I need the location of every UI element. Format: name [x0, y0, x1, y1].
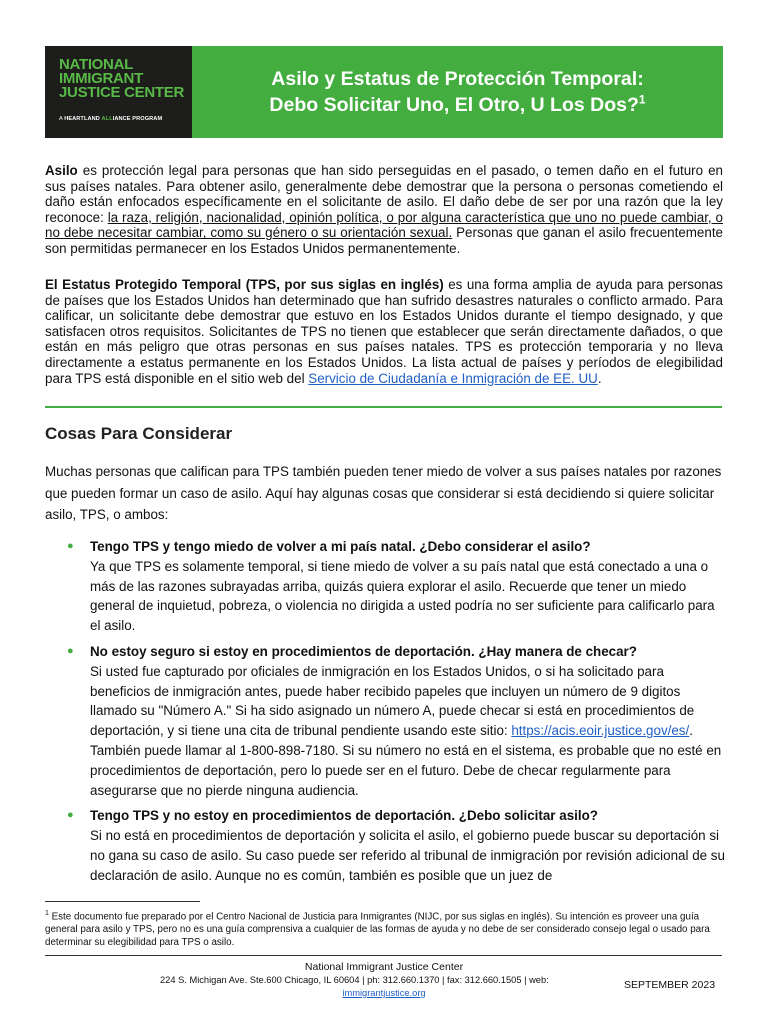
underlined-reasons: la raza, religión, nacionalidad, opinión política, o por alguna característica que uno no puede cambiar, o no debe necesitar cambiar, como su género o su orientación sexual.	[45, 209, 723, 241]
bullet-question: Tengo TPS y no estoy en procedimientos de deportación. ¿Debo solicitar asilo?	[90, 808, 598, 824]
section-title: Cosas Para Considerar	[45, 424, 233, 443]
document-header	[45, 46, 723, 138]
eoir-link[interactable]: https://acis.eoir.justice.gov/es/	[511, 723, 690, 739]
website-link[interactable]: immigrantjustice.org	[342, 988, 426, 998]
logo-line-1: NATIONAL	[59, 56, 133, 73]
title-banner	[192, 46, 723, 138]
logo-line-2: IMMIGRANT	[59, 70, 143, 87]
list-item	[45, 806, 725, 885]
bullet-question: No estoy seguro si estoy en procedimientos de deportación. ¿Hay manera de checar?	[90, 643, 637, 659]
logo-tagline: A HEARTLAND ALLIANCE PROGRAM	[59, 116, 163, 122]
nijc-logo	[45, 46, 192, 138]
footer-address: 224 S. Michigan Ave. Ste.600 Chicago, IL 60604 | ph: 312.660.1370 | fax: 312.660.1505 | web:	[160, 975, 549, 985]
considerations-list	[45, 537, 725, 892]
bullet-answer: Ya que TPS es solamente temporal, si tiene miedo de volver a su país natal que está conectado a una o más de las razones subrayadas arriba, quizás quiera explorar el asilo. Recuerde que tener un miedo general de inquietud, pobreza, o violencia no dirigida a usted podría no ser suficiente para calificarlo para el asilo.	[90, 558, 715, 634]
title-line-1: Asilo y Estatus de Protección Temporal:	[271, 68, 644, 90]
bullet-dot-icon: ●	[67, 540, 74, 552]
section-intro: Muchas personas que califican para TPS también pueden tener miedo de volver a sus países natales por razones que pueden formar un caso de asilo. Aquí hay algunas cosas que considerar si está decidiendo si quiere solicitar asilo, TPS, o ambos:	[45, 464, 722, 522]
bullet-answer: Si usted fue capturado por oficiales de inmigración en los Estados Unidos, o si ha solicitado para beneficios de inmigración antes, puede haber recibido papeles que incluyen un número de 9 digitos llamado su "Número A." Si ha sido asignado un número A, puede checar si está en procedimientos de deportación, y si tiene una cita de tribunal pendiente usando este sitio: https://acis.eoir.justice.gov/es/. También puede llamar al 1-800-898-7180. Si su número no está en el sistema, es probable que no esté en procedimientos de deportación, pero lo puede ser en el futuro. Debe de checar regularmente para asegurarse que no pierde ninguna audiencia.	[90, 663, 722, 798]
list-item	[45, 537, 725, 636]
asilo-term: Asilo	[45, 163, 78, 178]
title-line-2: Debo Solicitar Uno, El Otro, U Los Dos?$^1$	[269, 92, 646, 116]
list-item	[45, 642, 725, 800]
bullet-dot-icon: ●	[67, 809, 74, 822]
footnote-divider	[45, 901, 200, 902]
footer-divider	[45, 955, 722, 956]
footer-date: SEPTEMBER 2023	[624, 979, 716, 991]
bullet-answer: Si no está en procedimientos de deportación y solicita el asilo, el gobierno puede buscar su deportación si no gana su caso de asilo. Su caso puede ser referido al tribunal de inmigración por revisión adicional de su declaración de asilo. Aunque no es común, también es posible que un juez de	[90, 828, 725, 883]
bullet-question: Tengo TPS y tengo miedo de volver a mi país natal. ¿Debo considerar el asilo?	[90, 539, 591, 554]
tps-term: El Estatus Protegido Temporal (TPS, por sus siglas en inglés)	[45, 277, 444, 292]
footer-org: National Immigrant Justice Center	[304, 961, 464, 973]
uscis-link[interactable]: Servicio de Ciudadanía e Inmigración de EE. UU	[308, 370, 598, 386]
bullet-dot-icon: ●	[67, 644, 74, 657]
section-divider	[45, 406, 722, 408]
asilo-paragraph: Asilo es protección legal para personas que han sido perseguidas en el pasado, o temen daño en el futuro en sus países natales. Para obtener asilo, generalmente debe demostrar que la persona o personas cometiendo el daño están enfocados específicamente en el solicitante de asilo. El daño debe de ser por una razón que la ley reconoce: la raza, religión, nacionalidad, opinión política, o por alguna característica que uno no puede cambiar, o no debe necesitar cambiar, como su género o su orientación sexual. Personas que ganan el asilo frecuentemente son permitidas permanecer en los Estados Unidos permanentemente.	[45, 163, 723, 256]
footnote: $^1$ Este documento fue preparado por el Centro Nacional de Justicia para Inmigrantes (NIJC, por sus siglas en inglés). Su intención es proveer una guía general para asilo y TPS, pero no es una guía comprensiva a cualquier de las formas de ayuda y no debe de ser considerado consejo legal o usado para determinar su elegibilidad para TPS o asilo.	[45, 910, 710, 949]
tps-paragraph: El Estatus Protegido Temporal (TPS, por sus siglas en inglés) es una forma amplia de ayuda para personas de países que los Estados Unidos han determinado que han sufrido desastres naturales o conflicto armado. Para calificar, un solicitante debe demostrar que estuvo en los Estados Unidos durante el tiempo designado, y que satisfacen otros requisitos. Solicitantes de TPS no tienen que establecer que serán directamente dañados, o que están en más peligro que otras personas en sus países natales. TPS es protección temporaria y no lleva directamente a estatus permanente en los Estados Unidos. La lista actual de países y períodos de elegibilidad para TPS está disponible en el sitio web del Servicio de Ciudadanía e Inmigración de EE. UU.	[45, 277, 724, 386]
logo-line-3: JUSTICE CENTER	[59, 84, 184, 101]
footnote-ref: 1	[638, 92, 646, 107]
